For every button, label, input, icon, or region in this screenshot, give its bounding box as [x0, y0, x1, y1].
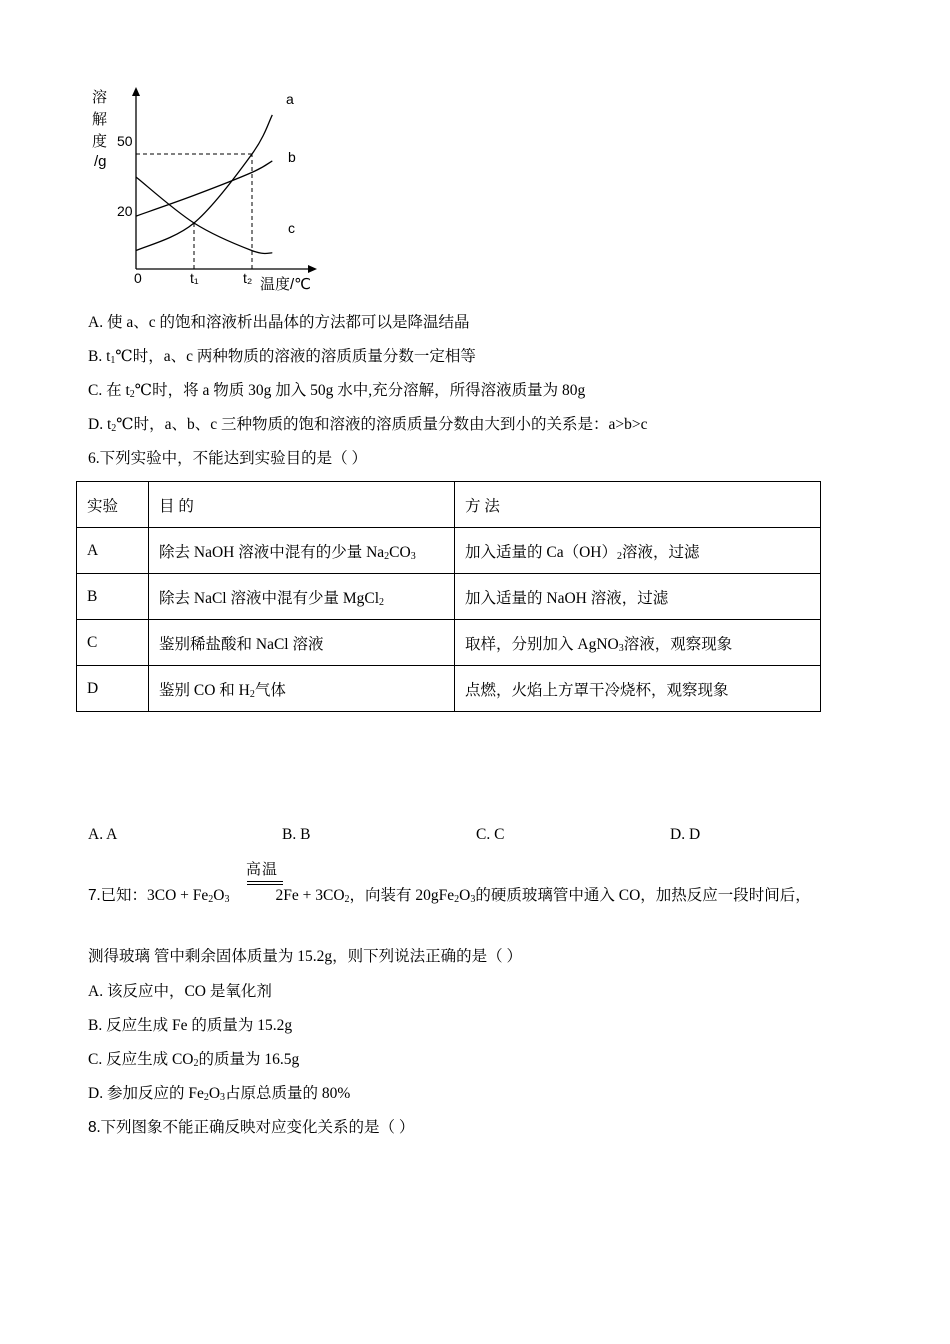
x-tick-label: t₁ — [190, 270, 199, 286]
q7-option-a: A. 该反应中，CO 是氧化剂 — [88, 983, 272, 1000]
y-tick-label: 50 — [117, 133, 133, 149]
reaction-condition: 高温 — [246, 862, 279, 878]
q6-choice-d: D. D — [670, 826, 701, 843]
q7-option-b: B. 反应生成 Fe 的质量为 15.2g — [88, 1017, 293, 1034]
y-axis-arrow — [132, 87, 140, 96]
y-label-char: 度 — [92, 133, 108, 150]
header-cell: 方 法 — [455, 482, 821, 528]
exp-cell: C — [77, 620, 149, 666]
reference-lines — [136, 154, 252, 269]
table-row — [77, 528, 821, 574]
experiment-table — [76, 481, 821, 712]
purpose-cell: 除去 NaCl 溶液中混有少量 MgCl$_2$ — [149, 574, 455, 620]
x-tick-label: t₂ — [243, 270, 253, 286]
y-axis-label — [92, 89, 107, 170]
q7-option-c: C. 反应生成 $CO_2$的质量为 16.5g — [88, 1051, 300, 1069]
table-row — [77, 574, 821, 620]
series-label-b: b — [288, 149, 296, 165]
header-cell: 实验 — [77, 482, 149, 528]
q6-choice-a: A. A — [88, 826, 118, 843]
q7-stem-line2: 测得玻璃 管中剩余固体质量为 15.2g，则下列说法正确的是（ ） — [88, 948, 523, 965]
q5-option-a: A. 使 a、c 的饱和溶液析出晶体的方法都可以是降温结晶 — [88, 314, 470, 331]
q7-stem: 7.已知：$3CO + Fe_2O_3$ $2Fe + 3CO_2$，向装有 $20gFe_2O_3$的硬质玻璃管中通入 CO，加热反应一段时间后， — [88, 887, 811, 905]
q6-choice-c: C. C — [476, 826, 505, 843]
y-tick-label: 20 — [117, 203, 133, 219]
q6-choice-b: B. B — [282, 826, 311, 843]
purpose-cell: 除去 NaOH 溶液中混有的少量 $Na_2CO_3$ — [149, 528, 455, 574]
purpose-cell: 鉴别 CO 和 $H_2$气体 — [149, 666, 455, 712]
table-row — [77, 620, 821, 666]
method-cell: 点燃，火焰上方罩干冷烧杯，观察现象 — [455, 666, 821, 712]
equation-bar — [247, 884, 283, 885]
method-cell: 加入适量的 NaOH 溶液，过滤 — [455, 574, 821, 620]
equation-bar — [247, 881, 283, 882]
exp-cell: B — [77, 574, 149, 620]
y-label-char: /g — [94, 153, 107, 170]
y-label-char: 溶 — [92, 89, 108, 106]
series-label-c: c — [288, 220, 295, 236]
method-cell: 加入适量的 $Ca(OH)_2$溶液，过滤 — [455, 528, 821, 574]
table-header-row — [77, 482, 821, 528]
exp-cell: A — [77, 528, 149, 574]
x-axis-label: 温度/℃ — [260, 276, 312, 293]
method-cell: 取样，分别加入 AgNO$_3$溶液，观察现象 — [455, 620, 821, 666]
q5-option-b: B. $t_1℃$时，a、c 两种物质的溶液的溶质质量分数一定相等 — [88, 348, 476, 366]
q5-option-c: C. 在 $t_2℃$时，将 a 物质 30g 加入 50g 水中,充分溶解，所得溶液质量为 80g — [88, 382, 586, 400]
exp-cell: D — [77, 666, 149, 712]
series-label-a: a — [286, 91, 294, 107]
q7-option-d: D. 参加反应的 $Fe_2O_3$占原总质量的 80% — [88, 1085, 351, 1103]
x-tick-label: 0 — [134, 270, 142, 286]
purpose-cell: 鉴别稀盐酸和 NaCl 溶液 — [149, 620, 455, 666]
q6-stem: 6.下列实验中，不能达到实验目的是（ ） — [88, 450, 368, 467]
table-row — [77, 666, 821, 712]
q8-stem: 8.下列图象不能正确反映对应变化关系的是（ ） — [88, 1119, 415, 1136]
x-axis-arrow — [308, 265, 317, 273]
solubility-chart — [86, 82, 336, 297]
q5-option-d: D. $t_2℃$时，a、b、c 三种物质的饱和溶液的溶质质量分数由大到小的关系是：a>b>c — [88, 416, 648, 434]
header-cell: 目 的 — [149, 482, 455, 528]
y-label-char: 解 — [92, 111, 108, 128]
